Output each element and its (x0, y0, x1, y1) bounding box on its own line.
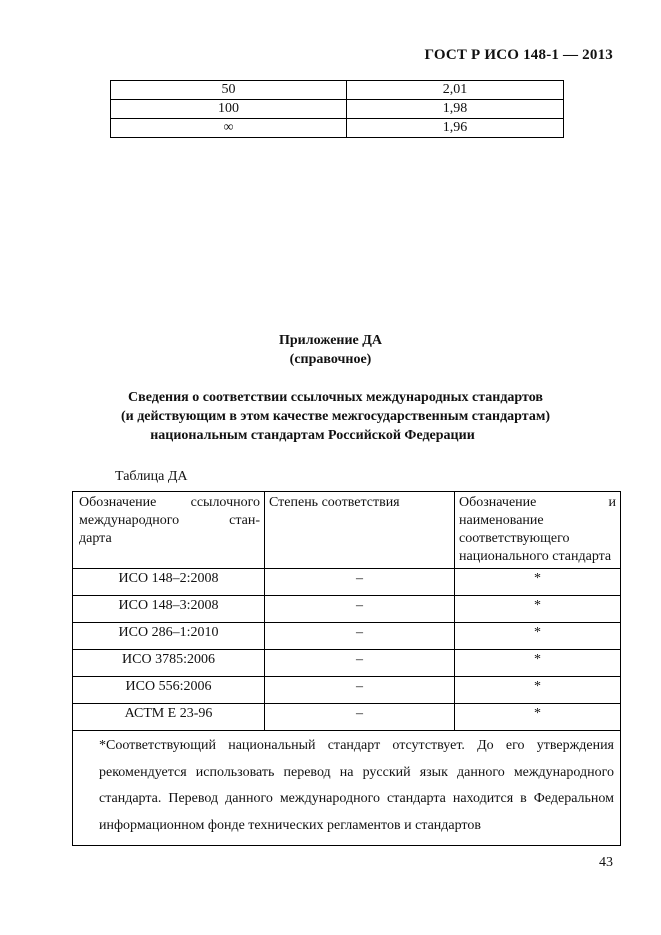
column-header-reference-standard (73, 492, 265, 569)
table-row (73, 596, 621, 623)
table-row (73, 704, 621, 731)
cell-national: * (455, 596, 621, 623)
table-cell-n: 100 (111, 100, 347, 119)
table-caption: Таблица ДА (115, 469, 188, 484)
appendix-heading-line: Сведения о соответствии ссылочных международных стандартов (128, 390, 543, 405)
table-cell-n: 50 (111, 81, 347, 100)
table-cell-value: 1,98 (347, 100, 564, 119)
column-header-text: дарта (79, 531, 112, 546)
cell-degree: – (265, 704, 455, 731)
appendix-title: Приложение ДА (278, 333, 383, 348)
page-number: 43 (599, 855, 613, 870)
cell-standard: АСТМ Е 23-96 (73, 704, 265, 731)
cell-degree: – (265, 677, 455, 704)
table-row (73, 677, 621, 704)
cell-degree: – (265, 569, 455, 596)
table-header-row (73, 492, 621, 569)
appendix-heading-line: (и действующим в этом качестве межгосударственным стандартам) (120, 409, 551, 424)
cell-national: * (455, 569, 621, 596)
appendix-subtitle: (справочное) (289, 352, 372, 367)
table-footnote-row (73, 731, 621, 846)
table-cell-n: ∞ (111, 119, 347, 138)
cell-standard: ИСО 148–3:2008 (73, 596, 265, 623)
table-row (73, 569, 621, 596)
table-row (111, 81, 564, 100)
cell-standard: ИСО 556:2006 (73, 677, 265, 704)
table-footnote: *Соответствующий национальный стандарт отсутствует. До его утверждения рекомендуется использовать перевод на русский язык данного международного стандарта. Перевод данного международного стандарта находится в Федеральном информационном фонде технических регламентов и стандартов (73, 731, 621, 846)
cell-degree: – (265, 596, 455, 623)
table-cell-value: 2,01 (347, 81, 564, 100)
cell-national: * (455, 623, 621, 650)
table-row (111, 100, 564, 119)
table-row (73, 650, 621, 677)
document-code-header: ГОСТ Р ИСО 148-1 — 2013 (424, 47, 613, 63)
cell-standard: ИСО 3785:2006 (73, 650, 265, 677)
table-row (73, 623, 621, 650)
appendix-heading-line: национальным стандартам Российской Федерации (150, 428, 475, 443)
table-cell-value: 1,96 (347, 119, 564, 138)
correspondence-table (72, 491, 621, 846)
cell-degree: – (265, 623, 455, 650)
coefficient-table (110, 80, 564, 138)
cell-national: * (455, 650, 621, 677)
cell-standard: ИСО 148–2:2008 (73, 569, 265, 596)
table-row (111, 119, 564, 138)
cell-national: * (455, 677, 621, 704)
cell-national: * (455, 704, 621, 731)
column-header-text: Обозначение ссылочного международного стан- (79, 495, 260, 528)
cell-degree: – (265, 650, 455, 677)
column-header-national-standard: Обозначение и наименование соответствующего национального стандарта (455, 492, 621, 569)
column-header-degree: Степень соответствия (265, 492, 455, 569)
cell-standard: ИСО 286–1:2010 (73, 623, 265, 650)
